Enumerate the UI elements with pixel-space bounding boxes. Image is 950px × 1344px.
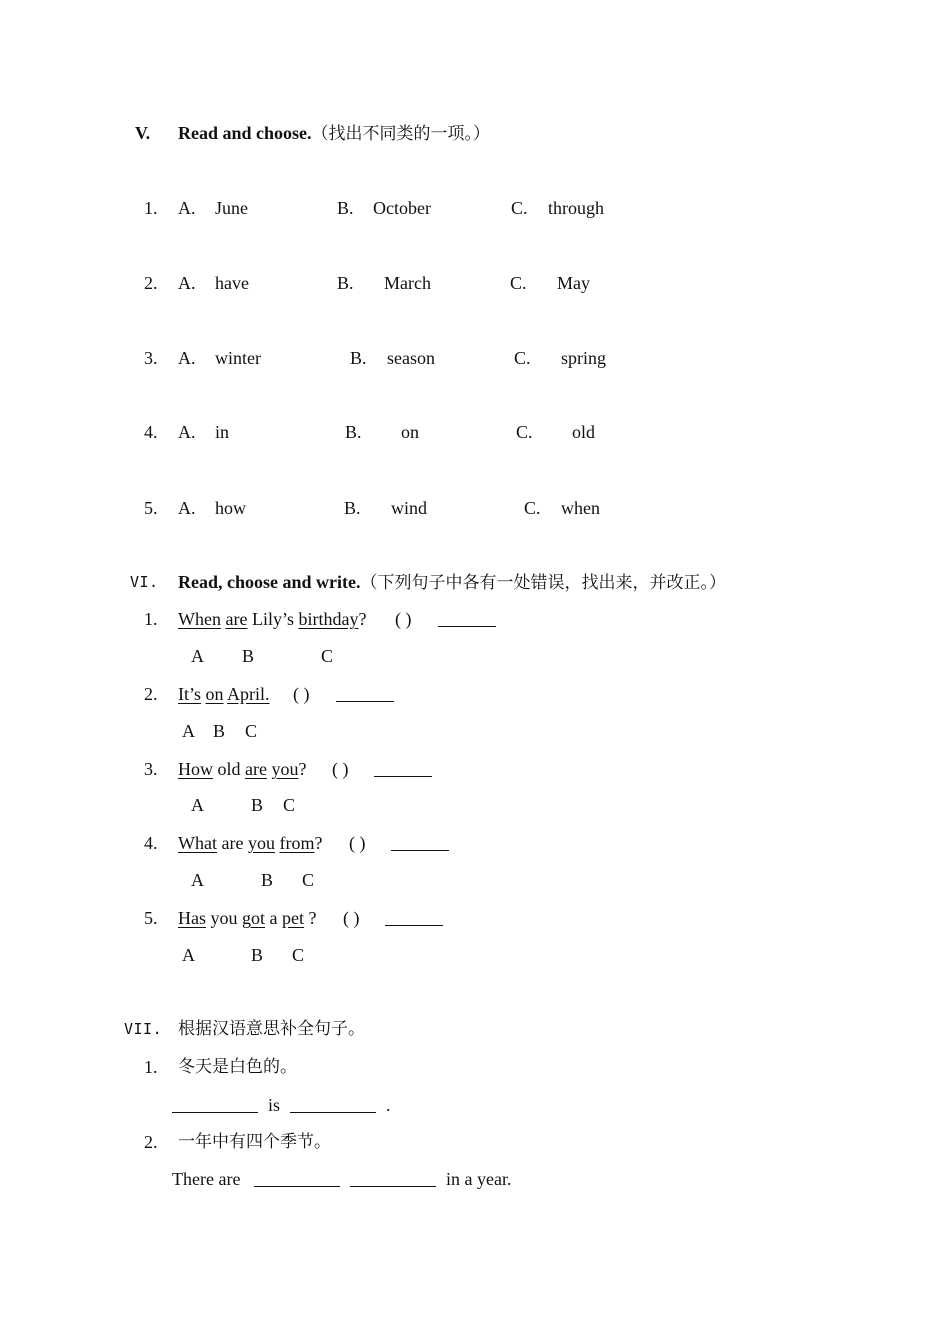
section-5-heading — [178, 122, 490, 145]
s5-item-5-option-a: how — [215, 498, 246, 518]
s6-q3-word-b: are — [245, 759, 267, 779]
s6-q1-punct: ? — [358, 609, 367, 629]
s6-q2-label-b: B — [213, 721, 226, 741]
s6-q3-answer-blank[interactable] — [374, 758, 432, 777]
s5-item-2-c-letter: C. — [510, 273, 527, 293]
s6-q1-sentence — [178, 608, 366, 630]
s7-q1-blank-1[interactable] — [172, 1094, 258, 1113]
s6-q3-word: old — [217, 759, 241, 779]
s6-q4-word-a: What — [178, 833, 217, 853]
s6-q5-word-a: Has — [178, 908, 206, 928]
s6-q1-word-a: When — [178, 609, 221, 629]
section-6-title: Read, choose and write. — [178, 572, 361, 592]
s7-q2-blank-1[interactable] — [254, 1168, 340, 1187]
s6-q5-sentence — [178, 907, 317, 929]
section-6-instruction: （下列句子中各有一处错误，找出来，并改正。） — [360, 573, 726, 593]
s5-item-5-option-c: when — [561, 498, 600, 518]
s5-item-5-number: 5. — [144, 498, 158, 518]
s5-item-2-b-letter: B. — [337, 273, 354, 293]
s6-q2-word-a: It’s — [178, 684, 202, 704]
s7-q2-blank-2[interactable] — [350, 1168, 436, 1187]
s6-q4-punct: ? — [314, 833, 323, 853]
s6-q2-answer-blank[interactable] — [336, 683, 394, 702]
s6-q4-label-b: B — [261, 870, 274, 890]
s6-q4-answer-blank[interactable] — [391, 832, 449, 851]
s7-q2-in-a-year: in a year. — [446, 1169, 512, 1189]
s6-q4-label-a: A — [191, 870, 204, 890]
s7-q1-period: . — [386, 1095, 391, 1115]
s5-item-3-a-letter: A. — [178, 348, 196, 368]
s5-item-3-c-letter: C. — [514, 348, 531, 368]
s6-q5-label-c: C — [292, 945, 305, 965]
s7-q2-chinese: 一年中有四个季节。 — [178, 1132, 331, 1152]
s5-item-1-b-letter: B. — [337, 198, 354, 218]
s6-q1-word: Lily’s — [251, 609, 294, 629]
s6-q5-word-b: got — [242, 908, 266, 928]
s5-item-2-a-letter: A. — [178, 273, 196, 293]
s5-item-2-number: 2. — [144, 273, 158, 293]
s5-item-5-option-b: wind — [391, 498, 427, 518]
s5-item-5-c-letter: C. — [524, 498, 541, 518]
s6-q1-label-a: A — [191, 646, 204, 666]
s6-q1-word-b: are — [225, 609, 248, 629]
s6-q1-number: 1. — [144, 609, 158, 629]
s5-item-3-number: 3. — [144, 348, 158, 368]
s5-item-4-option-b: on — [401, 422, 419, 442]
s5-item-3-b-letter: B. — [350, 348, 367, 368]
s7-q2-there-are: There are — [172, 1169, 241, 1189]
s7-q1-blank-2[interactable] — [290, 1094, 376, 1113]
s6-q3-answer-paren[interactable]: ( ) — [332, 759, 349, 779]
s5-item-2-option-a: have — [215, 273, 249, 293]
s7-q1-chinese: 冬天是白色的。 — [178, 1057, 297, 1077]
section-6-heading — [178, 571, 726, 594]
section-5-number: V. — [135, 123, 151, 143]
s6-q4-word-c: from — [279, 833, 315, 853]
s5-item-3-option-c: spring — [561, 348, 606, 368]
section-5-instruction: （找出不同类的一项。） — [311, 124, 491, 144]
s6-q5-label-a: A — [182, 945, 195, 965]
s6-q4-word: are — [221, 833, 244, 853]
s6-q1-word-c: birthday — [298, 609, 359, 629]
s7-q1-number: 1. — [144, 1057, 158, 1077]
s6-q1-label-b: B — [242, 646, 255, 666]
s6-q3-label-b: B — [251, 795, 264, 815]
s6-q4-word-b: you — [247, 833, 275, 853]
section-5-title: Read and choose. — [178, 123, 312, 143]
s5-item-5-b-letter: B. — [344, 498, 361, 518]
s5-item-1-c-letter: C. — [511, 198, 528, 218]
s6-q4-sentence — [178, 832, 322, 854]
s6-q3-number: 3. — [144, 759, 158, 779]
s6-q2-number: 2. — [144, 684, 158, 704]
s5-item-1-a-letter: A. — [178, 198, 196, 218]
section-7-title: 根据汉语意思补全句子。 — [178, 1019, 365, 1039]
s6-q5-label-b: B — [251, 945, 264, 965]
s5-item-2-option-c: May — [557, 273, 590, 293]
s6-q2-word-b: on — [205, 684, 224, 704]
s6-q3-label-c: C — [283, 795, 296, 815]
s6-q4-label-c: C — [302, 870, 315, 890]
s7-q2-number: 2. — [144, 1132, 158, 1152]
s6-q3-word-c: you — [271, 759, 299, 779]
s6-q2-answer-paren[interactable]: ( ) — [293, 684, 310, 704]
s6-q1-answer-blank[interactable] — [438, 608, 496, 627]
s6-q1-label-c: C — [321, 646, 334, 666]
s6-q3-punct: ? — [298, 759, 307, 779]
section-7-number: VII. — [124, 1020, 163, 1038]
s6-q2-label-a: A — [182, 721, 195, 741]
s6-q5-punct: ? — [308, 908, 317, 928]
s6-q2-label-c: C — [245, 721, 258, 741]
s6-q3-sentence — [178, 758, 307, 780]
s5-item-4-c-letter: C. — [516, 422, 533, 442]
s5-item-4-b-letter: B. — [345, 422, 362, 442]
s5-item-4-number: 4. — [144, 422, 158, 442]
s5-item-2-option-b: March — [384, 273, 431, 293]
s6-q5-answer-paren[interactable]: ( ) — [343, 908, 360, 928]
s5-item-5-a-letter: A. — [178, 498, 196, 518]
s7-q1-is: is — [268, 1095, 281, 1115]
s5-item-1-option-a: June — [215, 198, 248, 218]
s5-item-1-option-c: through — [548, 198, 604, 218]
s6-q5-number: 5. — [144, 908, 158, 928]
s5-item-4-a-letter: A. — [178, 422, 196, 442]
s6-q5-word-2: a — [269, 908, 278, 928]
s6-q5-word-c: pet — [282, 908, 305, 928]
s6-q3-word-a: How — [178, 759, 213, 779]
s5-item-3-option-b: season — [387, 348, 435, 368]
s5-item-1-number: 1. — [144, 198, 158, 218]
s5-item-4-option-c: old — [572, 422, 596, 442]
s6-q3-label-a: A — [191, 795, 204, 815]
section-6-number: VI. — [130, 573, 159, 591]
s5-item-3-option-a: winter — [215, 348, 261, 368]
s6-q2-sentence — [178, 683, 270, 705]
s5-item-1-option-b: October — [373, 198, 431, 218]
s6-q1-answer-paren[interactable]: ( ) — [395, 609, 412, 629]
s6-q4-number: 4. — [144, 833, 158, 853]
s5-item-4-option-a: in — [215, 422, 230, 442]
s6-q4-answer-paren[interactable]: ( ) — [349, 833, 366, 853]
s6-q5-answer-blank[interactable] — [385, 907, 443, 926]
s6-q2-word-c: April. — [227, 684, 270, 704]
s6-q5-word: you — [210, 908, 238, 928]
